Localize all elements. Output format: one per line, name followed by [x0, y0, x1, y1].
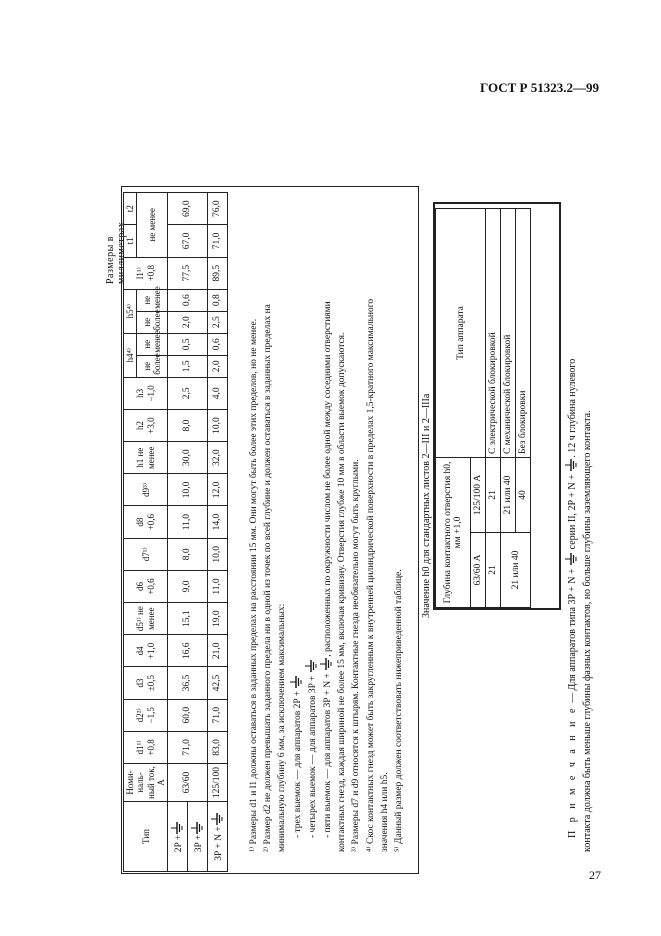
depth-table [435, 208, 531, 608]
ground-icon [565, 552, 577, 566]
table2-cell: С электрической блокировкой [486, 209, 501, 458]
value-cell: 21,0 [208, 635, 228, 667]
table2-title: Значение h0 для стандартных листов 2—III и 2—IIIa [421, 393, 432, 618]
page-number: 27 [589, 868, 601, 882]
header-type: Тип [124, 802, 168, 872]
table2-cell: 21 [486, 533, 501, 608]
value-cell: 2,0 [208, 355, 228, 377]
value-cell: 0,6 [168, 289, 208, 311]
value-cell: 11,0 [168, 506, 208, 538]
footnotes [247, 192, 406, 852]
table2-header-type: Тип аппарата [436, 209, 486, 458]
value-cell: 15,1 [168, 603, 208, 635]
value-cell: 71,0 [208, 699, 228, 731]
header-h4-min: не менее [137, 333, 168, 355]
value-cell: 14,0 [208, 506, 228, 538]
header-t1: t1 [124, 225, 137, 257]
value-cell: 0,8 [208, 289, 228, 311]
note-text: контакта должна быть меньше глубины фазных контактов, но больше глубины заземляющего контакта. [582, 410, 593, 852]
dimensions-table [123, 192, 228, 872]
header-d9: d9³⁾ [124, 474, 168, 506]
value-cell: 32,0 [208, 442, 228, 474]
table2-cell: 63/60 А [471, 533, 486, 608]
type-cell: 2P + [168, 802, 188, 872]
value-cell: 89,5 [208, 257, 228, 289]
table2-header-depth: Глубина контактного отверстия h0, мм +1,0 [436, 457, 471, 607]
value-cell: 12,0 [208, 474, 228, 506]
header-t-min: не менее [137, 193, 168, 258]
note-label: П р и м е ч а н и е [567, 705, 578, 838]
value-cell: 60,0 [168, 699, 208, 731]
table2-cell: 21 [486, 457, 501, 532]
value-cell: 2,0 [168, 311, 208, 333]
type-cell: 3P + [188, 802, 208, 872]
ground-icon [565, 458, 577, 472]
table2-cell: 21 или 40 [501, 533, 531, 608]
header-d7: d7¹⁾ [124, 538, 168, 570]
footnote: минимальную глубину 6 мм, за исключением максимальных: [277, 603, 288, 852]
ground-icon [320, 657, 332, 671]
value-cell: 42,5 [208, 667, 228, 699]
note [565, 192, 595, 852]
header-h4: h4⁴⁾ [124, 333, 137, 377]
note-text: серии II, 2P + N + [567, 474, 578, 550]
value-cell: 4,0 [208, 377, 228, 409]
table-row [168, 193, 188, 872]
value-cell: 0,5 [168, 333, 208, 355]
value-cell: 71,0 [208, 225, 228, 257]
value-cell: 69,0 [168, 193, 208, 225]
footnote: - трех выемок — для аппаратов 2P + [290, 192, 305, 852]
value-cell: 1,5 [168, 355, 208, 377]
header-d4: d4 +1,0 [124, 635, 168, 667]
value-cell: 10,0 [208, 538, 228, 570]
ground-icon [211, 812, 223, 826]
ground-icon [305, 659, 317, 673]
footnote: контактных гнезд, каждая шириной не более 15 мм, включая кривизну. Отверстия глубже 10 мм в области выемок допускаются. [337, 332, 348, 852]
table2-cell: Без блокировки [516, 209, 531, 458]
value-cell: 0,6 [208, 333, 228, 355]
footnote: ³⁾ Размеры d7 и d9 относятся к штырям. Контактные гнезда необязательно могут быть круглыми. [351, 459, 362, 852]
value-cell: 67,0 [168, 225, 208, 257]
header-d8: d8 +0,6 [124, 506, 168, 538]
value-cell: 10,0 [168, 474, 208, 506]
header-t2: t2 [124, 193, 137, 225]
current-cell: 125/100 [208, 764, 228, 802]
value-cell: 2,5 [208, 311, 228, 333]
ground-icon [171, 821, 183, 835]
header-d5: d5¹⁾ не менее [124, 603, 168, 635]
units-label: Размеры в миллиметрах [105, 221, 127, 284]
value-cell: 30,0 [168, 442, 208, 474]
header-d3: d3 ±0,5 [124, 667, 168, 699]
type-cell: 3P + N + [208, 802, 228, 872]
document-code: ГОСТ Р 51323.2—99 [480, 80, 599, 95]
footnote: - четырех выемок — для аппаратов 3P + [305, 192, 320, 852]
ground-icon [290, 675, 302, 689]
value-cell: 8,0 [168, 409, 208, 441]
footnote: ²⁾ Размер d2 не должен превышать заданного предела ни в одной из точек по всей глубине и должен оставаться в заданных пределах на [263, 304, 274, 852]
table2-cell: С механической блокировкой [501, 209, 516, 458]
value-cell: 36,5 [168, 667, 208, 699]
footnote: ⁴⁾ Скос контактных гнезд может быть закругленным к внутренней цилиндрической поверхности в пределах 1,5-кратного максимального [365, 298, 376, 852]
header-h5-min: не менее [137, 289, 168, 311]
header-l1: l1¹⁾ +0,8 [124, 257, 168, 289]
header-d1: d1¹⁾ +0,8 [124, 731, 168, 763]
value-cell: 8,0 [168, 538, 208, 570]
value-cell: 16,6 [168, 635, 208, 667]
header-h1: h1 не менее [124, 442, 168, 474]
value-cell: 83,0 [208, 731, 228, 763]
header-d6: d6 +0,6 [124, 570, 168, 602]
value-cell: 71,0 [168, 731, 208, 763]
note-text: . 12 ч глубина нулевого [567, 358, 578, 458]
footnote: - пяти выемок — для аппаратов 3P + N + , расположенных по окружности числом не более одной между соседними отверстиями [320, 192, 335, 852]
footnote: ⁵⁾ Данный размер должен соответствовать нижеприведенной таблице. [394, 569, 405, 852]
ground-icon [191, 821, 203, 835]
value-cell: 2,5 [168, 377, 208, 409]
header-current: Номи-наль-ный ток, А [124, 764, 168, 802]
value-cell: 76,0 [208, 193, 228, 225]
value-cell: 19,0 [208, 603, 228, 635]
header-d2: d2²⁾ −1,5 [124, 699, 168, 731]
footnote: ¹⁾ Размеры d1 и l1 должны оставаться в заданных пределах на расстоянии 15 мм. Они могут быть более этих пределов, но не менее. [249, 318, 259, 852]
header-h2: h2 +3,0 [124, 409, 168, 441]
value-cell: 9,0 [168, 570, 208, 602]
current-cell: 63/60 [168, 764, 208, 802]
header-h5: h5⁴⁾ [124, 289, 137, 333]
header-h4-max: не более [137, 355, 168, 377]
table2-cell: 21 или 40 [501, 457, 516, 532]
rotated-content [105, 180, 605, 880]
table-row [208, 193, 228, 872]
note-text: — Для аппаратов типа 3P + N + [567, 568, 578, 704]
footnote: значения h4 или h5. [379, 772, 390, 852]
table2-cell: 40 [516, 457, 531, 532]
header-h3: h3 −1,0 [124, 377, 168, 409]
value-cell: 11,0 [208, 570, 228, 602]
table2-cell: 125/100 А [471, 457, 486, 532]
value-cell: 77,5 [168, 257, 208, 289]
value-cell: 10,0 [208, 409, 228, 441]
header-h5-max: не более [137, 311, 168, 333]
